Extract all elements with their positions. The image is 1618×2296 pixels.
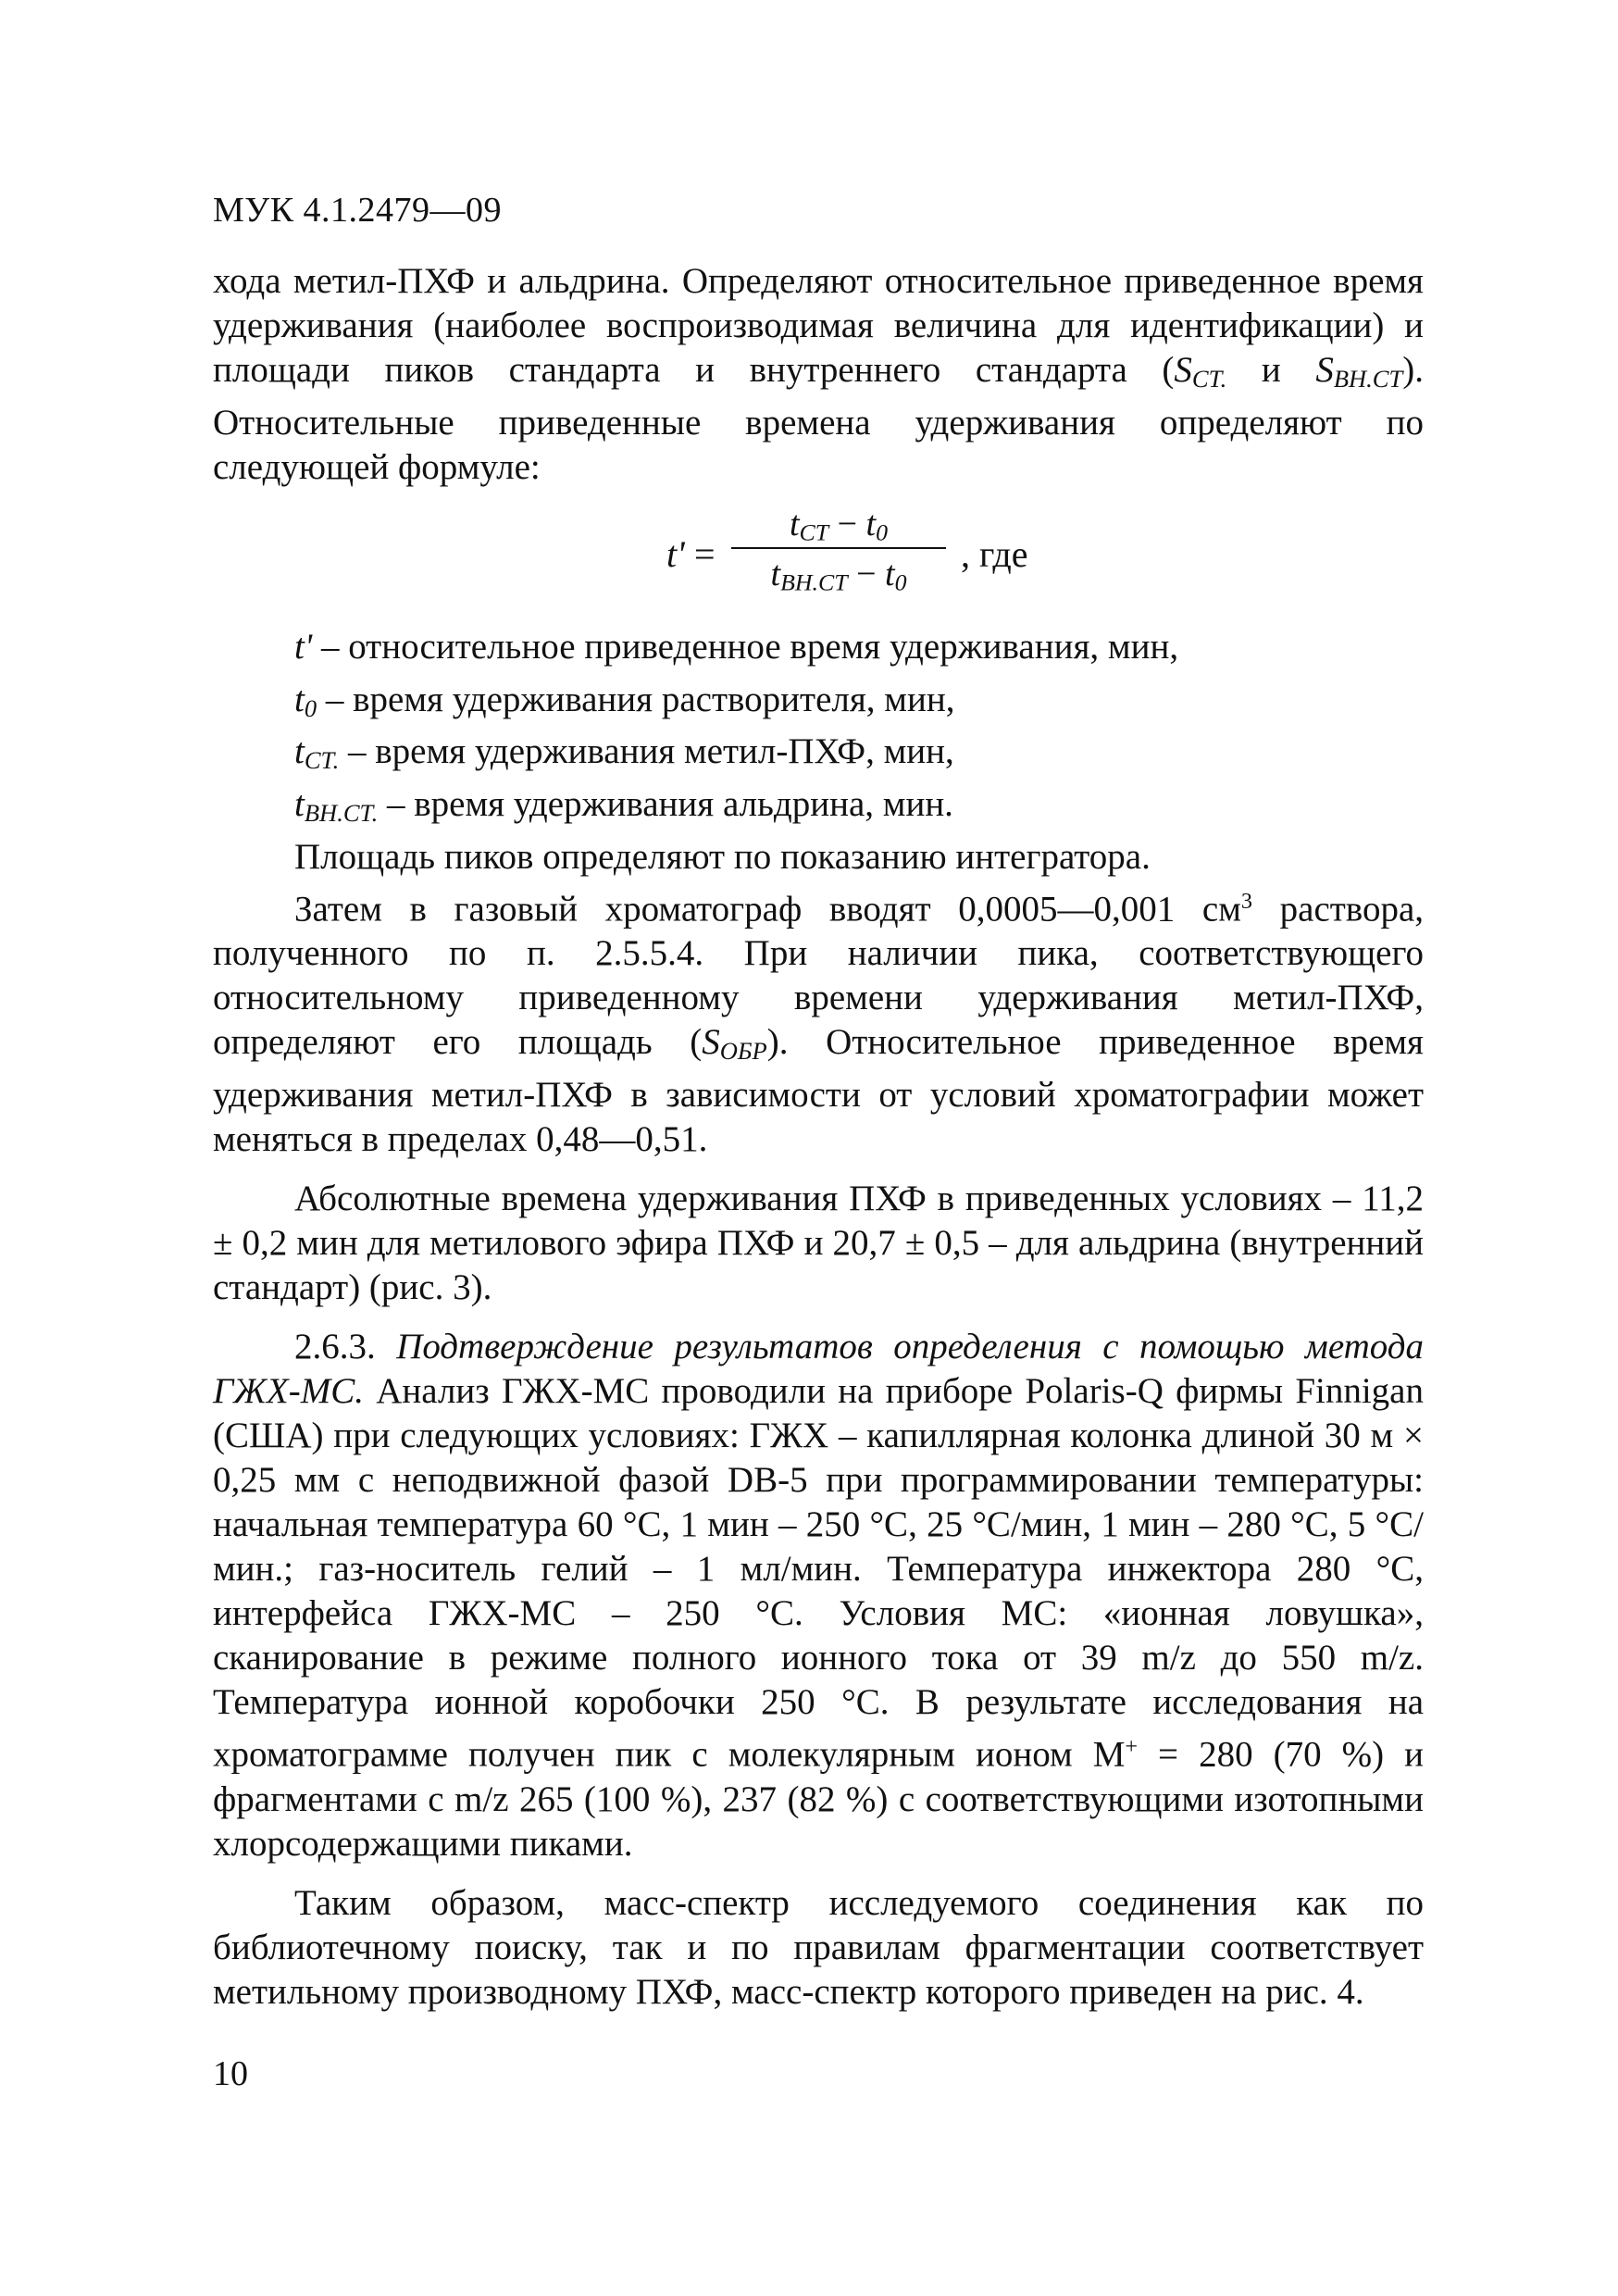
document-code: МУК 4.1.2479—09 <box>213 191 503 230</box>
formula-equals: = <box>694 532 716 575</box>
paragraph-retention-intro: хода метил-ПХФ и альдрина. Определяют относительное приведенное время удерживания (наиболее воспроизводимая величина для идентификации) и площади пиков стандарта и внутреннего стандарта ($S_{СТ.}$ и $S_{ВН.СТ}$). Относительные приведенные времена удерживания определяют по следующей формуле: <box>213 261 1424 487</box>
definition-line: t' – относительное приведенное время удерживания, мин, <box>294 626 1179 667</box>
paragraph-gc-ms: 2.6.3. Подтверждение результатов определения с помощью метода ГЖХ-МС. Анализ ГЖХ-МС проводили на приборе Polaris-Q фирмы Finnigan (США) при следующих условиях: ГЖХ – капиллярная колонка длиной 30 м × 0,25 мм с неподвижной фазой DB-5 при программировании температуры: начальная температура 60 °С, 1 мин – 250 °С, 25 °С/мин, 1 мин – 280 °С, 5 °С/мин.; газ-носитель гелий – 1 мл/мин. Температура инжектора 280 °С, интерфейса ГЖХ-МС – 250 °С. Условия МС: «ионная ловушка», сканирование в режиме полного ионного тока от 39 m/z до 550 m/z. Температура ионной коробочки 250 °С. В результате исследования на хроматограмме получен пик с молекулярным ионом М+ = 280 (70 %) и фрагментами с m/z 265 (100 %), 237 (82 %) с соответствующими изотопными хлорсодержащими пиками. <box>213 1327 1424 1864</box>
definition-line: $t_{СТ.}$ – время удерживания метил-ПХФ, мин, <box>294 731 954 775</box>
paragraph-injection: Затем в газовый хроматограф вводят 0,0005—0,001 $см^3$ раствора, полученного по п. 2.5.5.4. При наличии пика, соответствующего относительному приведенному времени удерживания метил-ПХФ, определяют его площадь $(S_{ОБР})$. Относительное приведенное время удерживания метил-ПХФ в зависимости от условий хроматографии может меняться в пределах 0,48—0,51. <box>213 889 1425 1160</box>
formula-denominator: $t_{ВН.СТ} - t_0$ <box>770 554 907 596</box>
formula-numerator: $t_{СТ} - t_0$ <box>789 504 889 546</box>
paragraph-conclusion: Таким образом, масс-спектр исследуемого соединения как по библиотечному поиску, так и по правилам фрагментации соответствует метильному производному ПХФ, масс-спектр которого приведен на рис. 4. <box>213 1882 1424 2012</box>
paragraph-peak-area: Площадь пиков определяют по показанию интегратора. <box>294 837 1151 878</box>
document-body <box>213 259 1424 2015</box>
page-number: 10 <box>213 2054 248 2093</box>
retention-formula <box>213 501 1424 619</box>
definition-line: $t_{ВН.СТ.}$ – время удерживания альдрина, мин. <box>294 784 953 828</box>
formula-where: , где <box>961 532 1028 575</box>
formula-lhs: t' <box>666 532 685 575</box>
formula-fraction <box>728 501 950 595</box>
section-title: Подтверждение результатов определения с помощью метода ГЖХ-МС. <box>213 1327 1424 1412</box>
paragraph-absolute-times: Абсолютные времена удерживания ПХФ в приведенных условиях – 11,2 ± 0,2 мин для метилового эфира ПХФ и 20,7 ± 0,5 – для альдрина (внутренний стандарт) (рис. 3). <box>213 1179 1424 1308</box>
definition-line: $t_0$ – время удерживания растворителя, мин, <box>294 679 955 722</box>
